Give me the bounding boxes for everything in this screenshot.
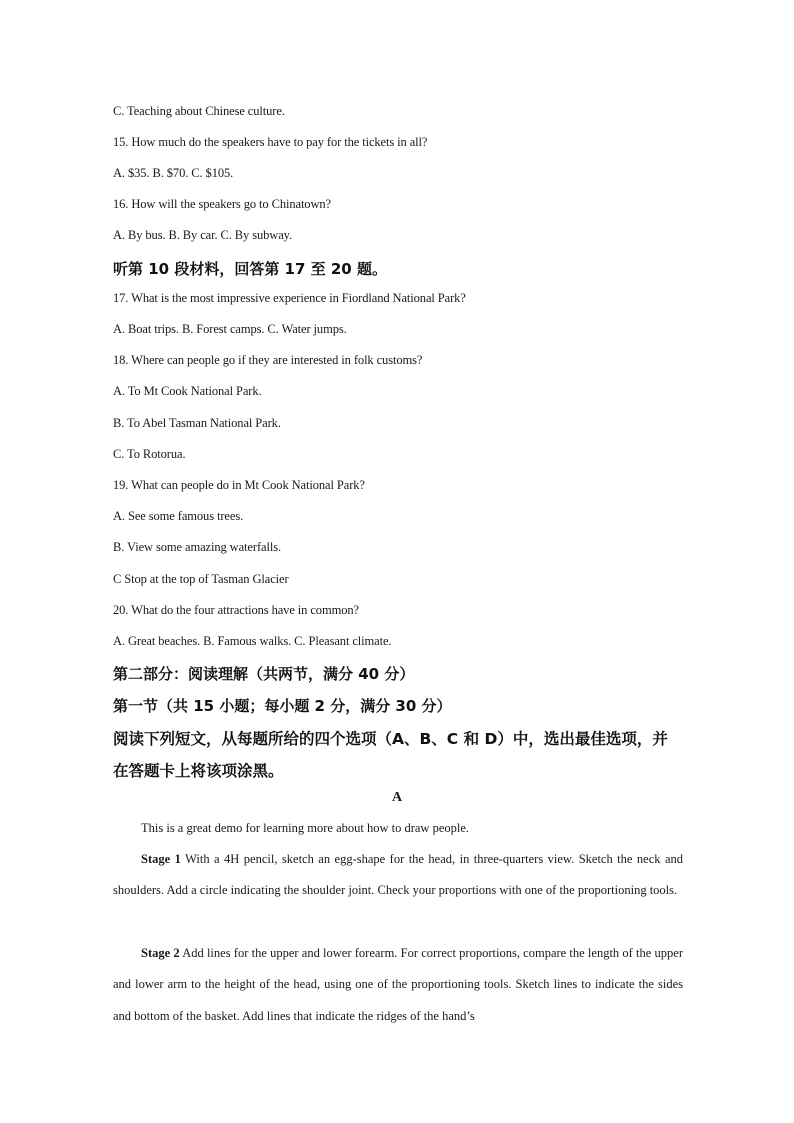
instruction-line-1: 阅读下列短文，从每题所给的四个选项（A、B、C 和 D）中，选出最佳选项，并: [113, 730, 668, 748]
stage-1-text: With a 4H pencil, sketch an egg-shape for the head, in three-quarters view. Sketch the neck and shoulders. Add a circle indicating the shoulder joint. Check your proportions with one of the proportioning tools.: [113, 852, 683, 898]
question-18-option-a: A. To Mt Cook National Park.: [113, 384, 262, 398]
stage-2-label: Stage 2: [141, 946, 180, 960]
section-heading-listening-10: 听第 10 段材料，回答第 17 至 20 题。: [113, 260, 387, 278]
question-19-option-a: A. See some famous trees.: [113, 509, 244, 523]
instruction-line-2: 在答题卡上将该项涂黑。: [113, 762, 284, 780]
stage-1-label: Stage 1: [141, 852, 181, 866]
question-19: 19. What can people do in Mt Cook National Park?: [113, 478, 365, 492]
question-18-option-b: B. To Abel Tasman National Park.: [113, 416, 281, 430]
question-17: 17. What is the most impressive experience in Fiordland National Park?: [113, 291, 466, 305]
question-19-option-c: C Stop at the top of Tasman Glacier: [113, 572, 289, 586]
passage-intro-text: This is a great demo for learning more about how to draw people.: [141, 821, 470, 835]
question-14-option-c: C. Teaching about Chinese culture.: [113, 104, 285, 118]
question-15-options: A. $35. B. $70. C. $105.: [113, 166, 234, 180]
question-17-options: A. Boat trips. B. Forest camps. C. Water jumps.: [113, 322, 347, 336]
passage-stage-2: [113, 938, 683, 1032]
question-16-options: A. By bus. B. By car. C. By subway.: [113, 228, 293, 242]
question-20: 20. What do the four attractions have in common?: [113, 603, 359, 617]
question-16: 16. How will the speakers go to Chinatown?: [113, 197, 331, 211]
question-20-options: A. Great beaches. B. Famous walks. C. Pleasant climate.: [113, 634, 392, 648]
question-18-option-c: C. To Rotorua.: [113, 447, 186, 461]
question-15: 15. How much do the speakers have to pay for the tickets in all?: [113, 135, 428, 149]
part-heading-reading: 第二部分：阅读理解（共两节，满分 40 分）: [113, 665, 415, 683]
stage-2-text: Add lines for the upper and lower forearm. For correct proportions, compare the length of the upper and lower arm to the height of the head, using one of the proportioning tools. Sketch lines to indicate the sides and bottom of the basket. Add lines that indicate the ridges of the hand’s: [113, 946, 684, 1023]
section-heading-reading-1: 第一节（共 15 小题；每小题 2 分，满分 30 分）: [113, 697, 452, 715]
passage-intro: [113, 813, 683, 844]
passage-title: A: [391, 790, 403, 805]
question-19-option-b: B. View some amazing waterfalls.: [113, 540, 281, 554]
passage-stage-1: [113, 844, 683, 907]
question-18: 18. Where can people go if they are interested in folk customs?: [113, 353, 423, 367]
